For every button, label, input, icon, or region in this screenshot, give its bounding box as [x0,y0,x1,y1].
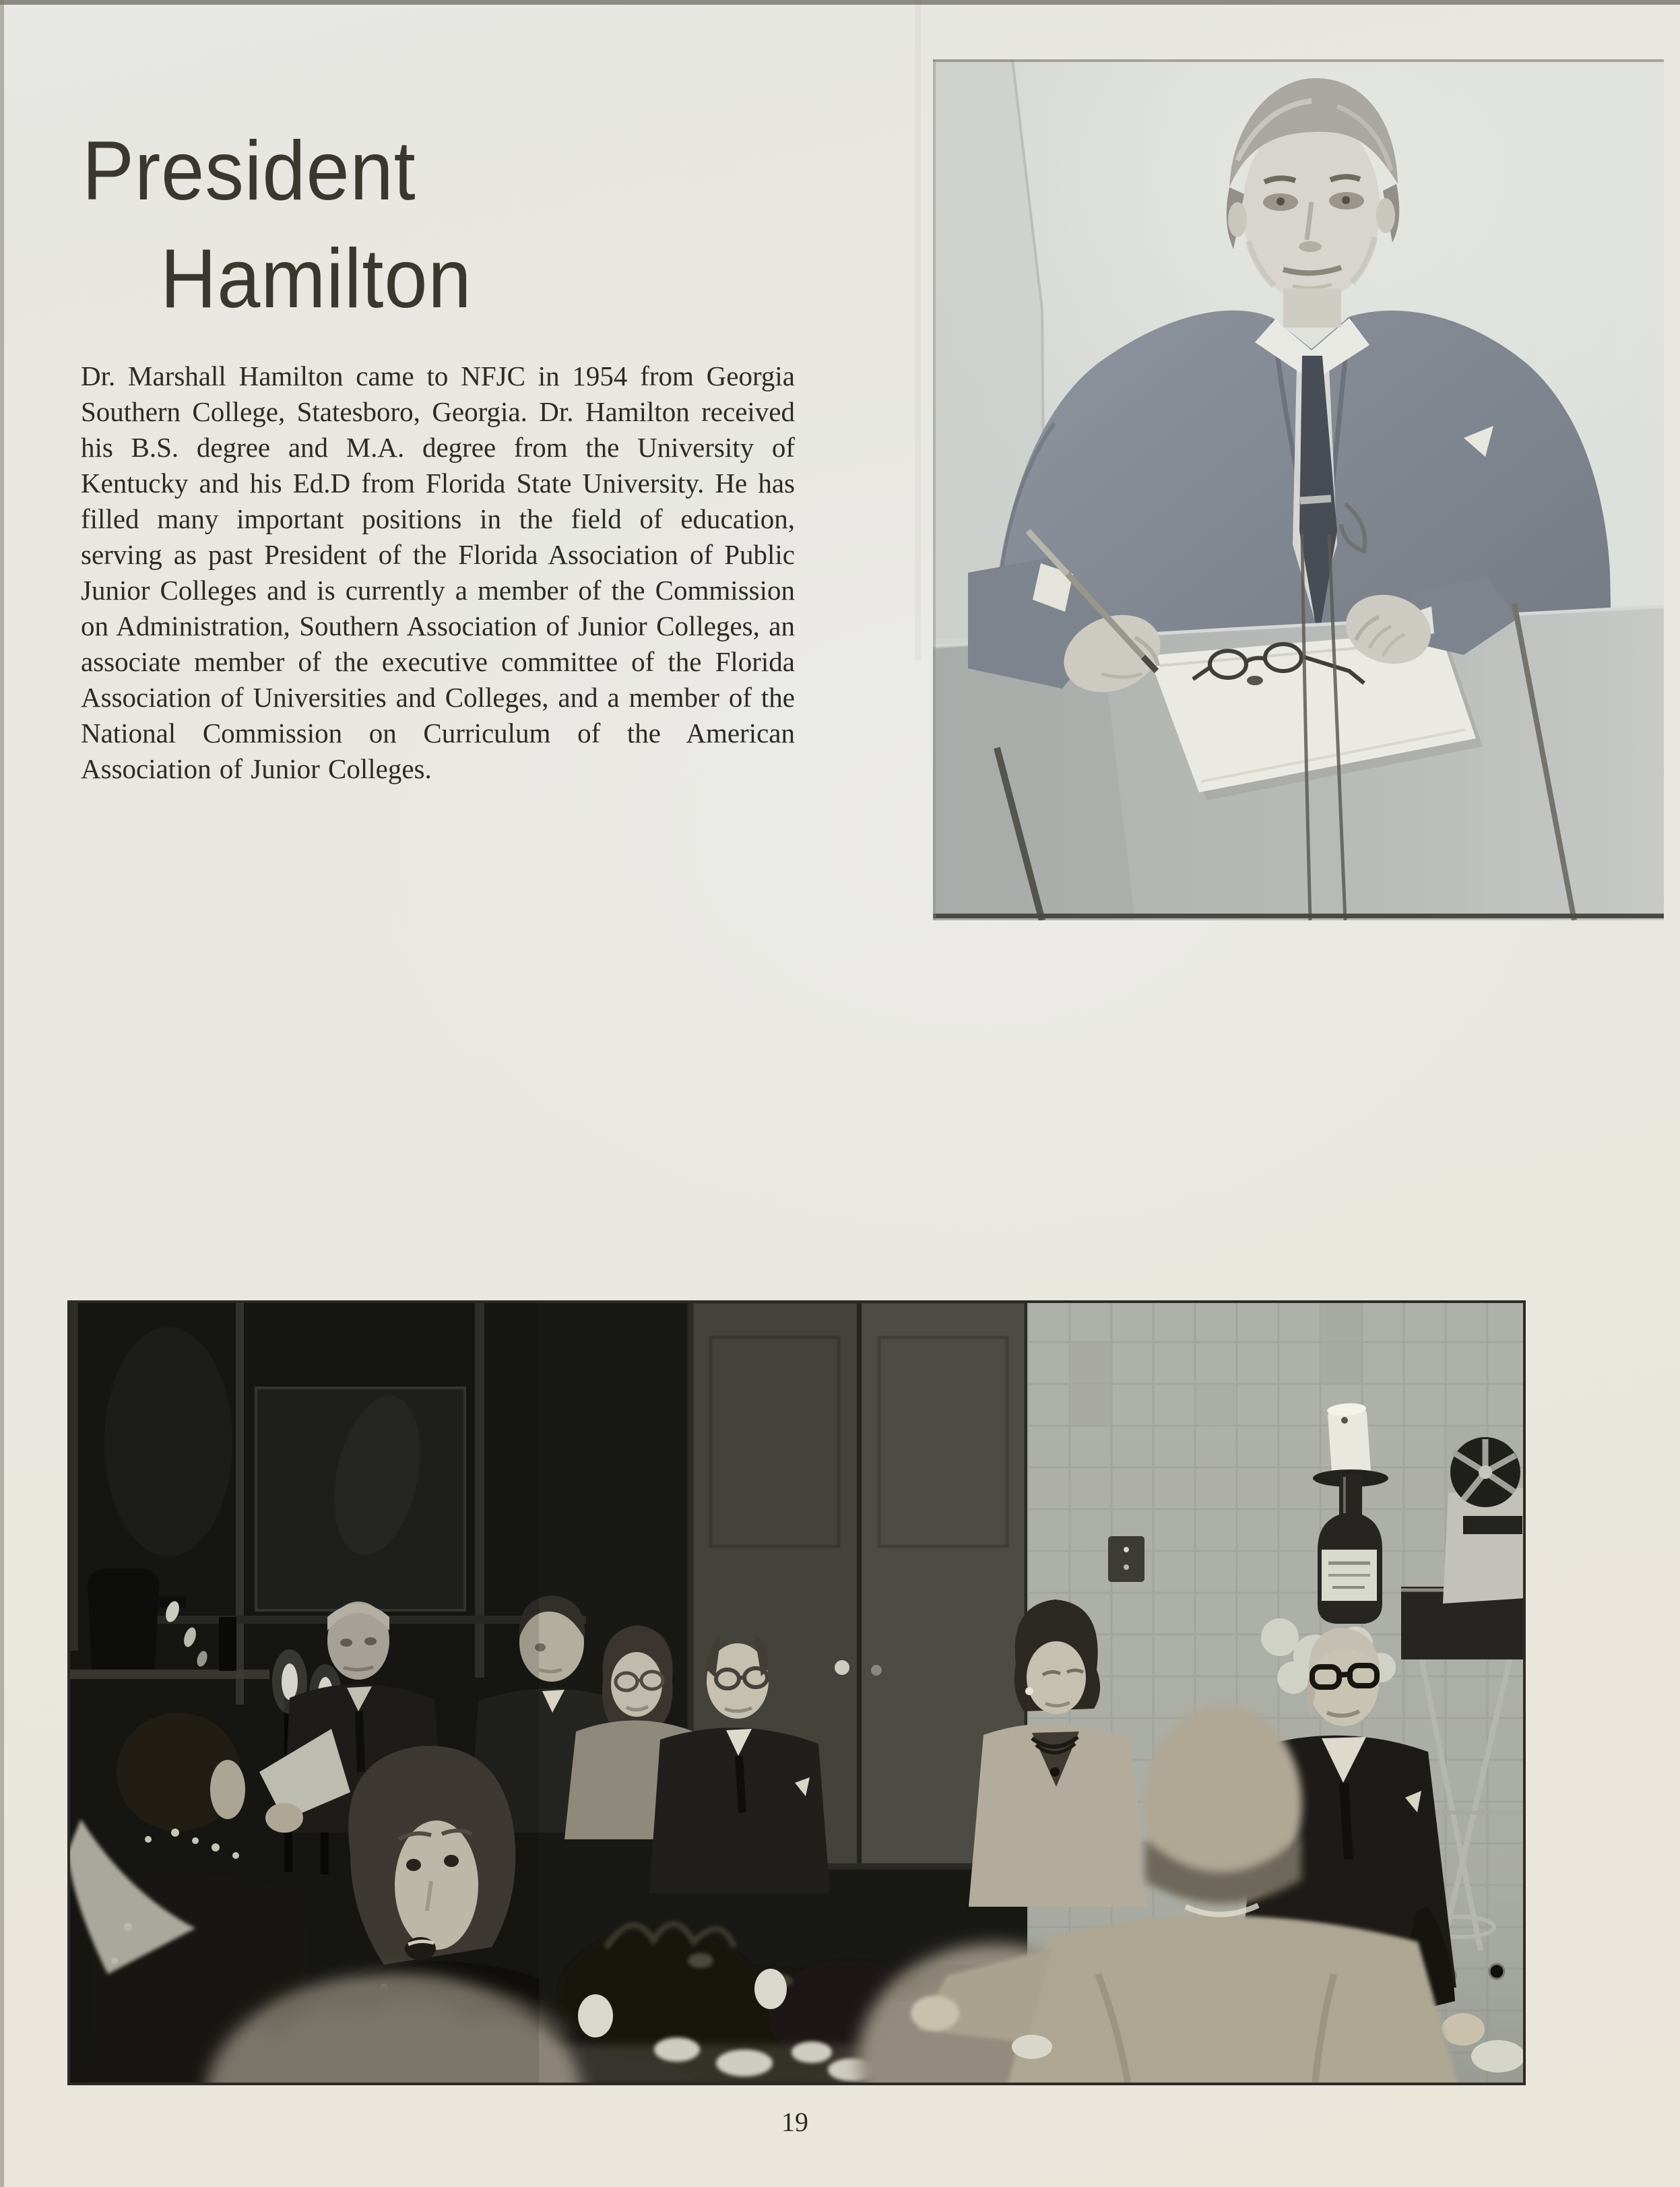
title-line-2: Hamilton [160,232,472,325]
light-switch [1108,1536,1144,1582]
photo-president-at-desk [933,59,1664,920]
scan-edge-top [0,0,1680,5]
scan-streak [915,0,921,660]
photo-banquet-dinner [67,1300,1526,2085]
biography-paragraph: Dr. Marshall Hamilton came to NFJC in 1954 from Georgia Southern College, Statesboro, Georgia. Dr. Hamilton received his B.S. degree and M.A. degree from the University of Kentucky and his Ed.D from Florida State University. He has filled many important positions in the field of education, serving as past President of the Florida Association of Public Junior Colleges and is currently a member of the Commission on Administration, Southern Association of Junior Colleges, an associate member of the executive committee of the Florida Association of Universities and Colleges, and a member of the National Commission on Curriculum of the American Association of Junior Colleges. [81,360,795,784]
title-line-1: President [82,125,416,218]
page-number: 19 [781,2107,808,2137]
scan-edge-left [0,0,4,2187]
